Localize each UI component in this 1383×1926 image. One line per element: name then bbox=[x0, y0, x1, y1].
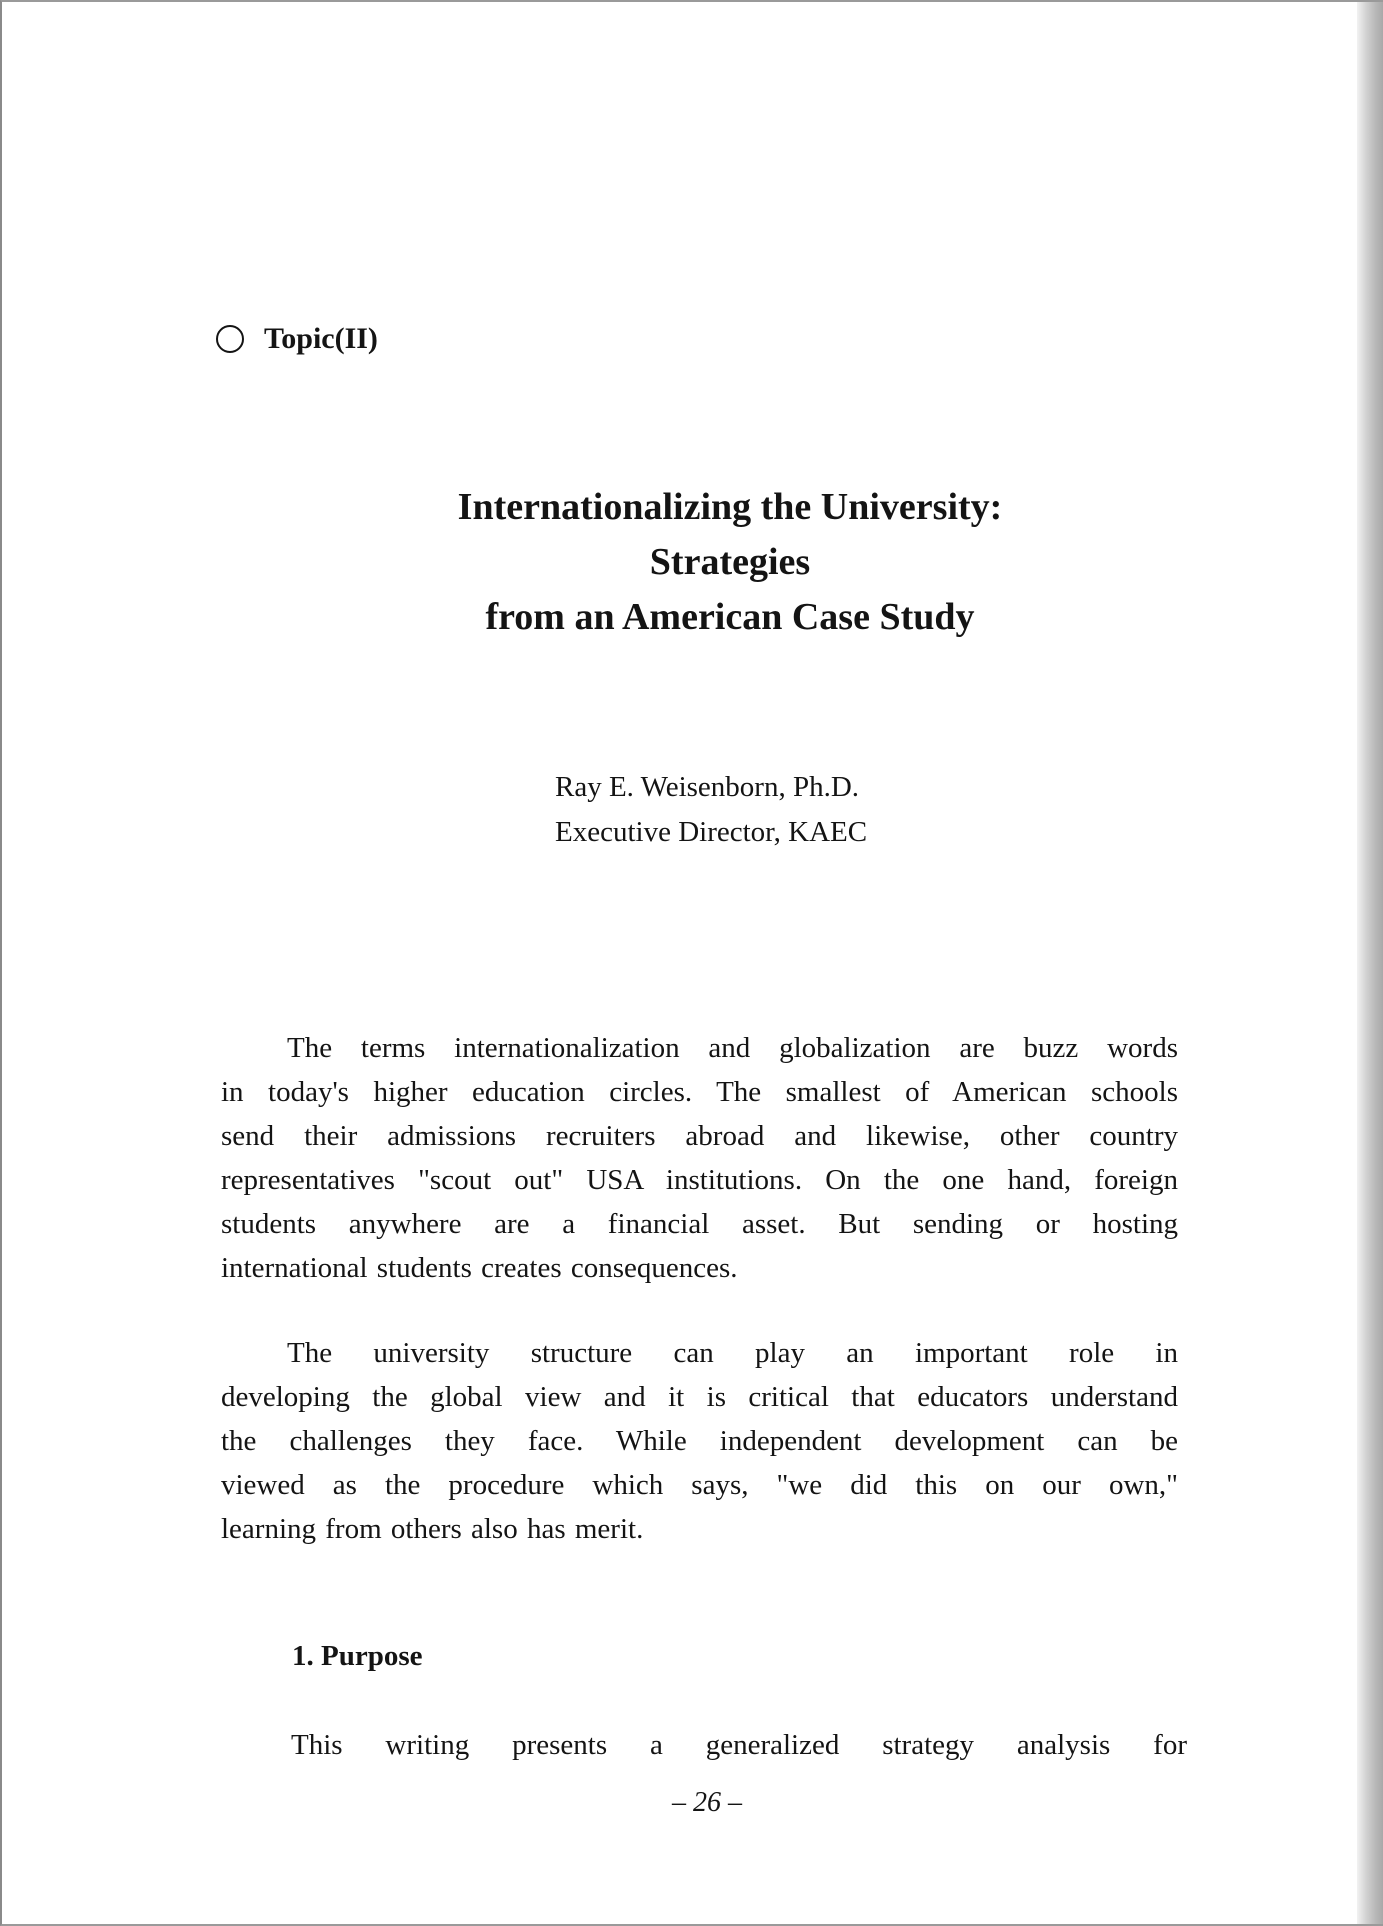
section-heading: 1. Purpose bbox=[292, 1640, 423, 1672]
page-number: – 26 – bbox=[672, 1787, 742, 1818]
author-position: Executive Director, KAEC bbox=[555, 816, 868, 848]
paragraph-2 bbox=[221, 1331, 1178, 1551]
author-block bbox=[555, 765, 867, 855]
page-edge-shadow bbox=[1357, 2, 1383, 1924]
paragraph-line: send their admissions recruiters abroad and likewise, other country bbox=[221, 1120, 1178, 1152]
title-line-3: from an American Case Study bbox=[485, 596, 975, 638]
circle-icon bbox=[216, 325, 244, 353]
topic-label bbox=[216, 322, 378, 356]
paragraph-line: This writing presents a generalized strategy analysis for bbox=[291, 1729, 1187, 1761]
paragraph-line: viewed as the procedure which says, "we did this on our own," bbox=[221, 1469, 1178, 1501]
paragraph-line: representatives "scout out" USA institutions. On the one hand, foreign bbox=[221, 1164, 1178, 1196]
title-line-2: Strategies bbox=[649, 541, 811, 583]
paragraph-line: The terms internationalization and globalization are buzz words bbox=[287, 1032, 1178, 1064]
paragraph-line: the challenges they face. While independent development can be bbox=[221, 1425, 1178, 1457]
paragraph-line: in today's higher education circles. The smallest of American schools bbox=[221, 1076, 1178, 1108]
paragraph-line: developing the global view and it is critical that educators understand bbox=[221, 1381, 1178, 1413]
paragraph-line: students anywhere are a financial asset. But sending or hosting bbox=[221, 1208, 1178, 1240]
document-title bbox=[2, 480, 1383, 645]
paragraph-3 bbox=[291, 1723, 1187, 1767]
paragraph-1 bbox=[221, 1026, 1178, 1290]
paragraph-line: learning from others also has merit. bbox=[221, 1513, 644, 1545]
topic-text: Topic(II) bbox=[264, 322, 378, 355]
paragraph-line: international students creates consequences. bbox=[221, 1252, 738, 1284]
title-line-1: Internationalizing the University: bbox=[457, 486, 1003, 528]
paragraph-line: The university structure can play an important role in bbox=[287, 1337, 1178, 1369]
author-name: Ray E. Weisenborn, Ph.D. bbox=[555, 771, 860, 803]
